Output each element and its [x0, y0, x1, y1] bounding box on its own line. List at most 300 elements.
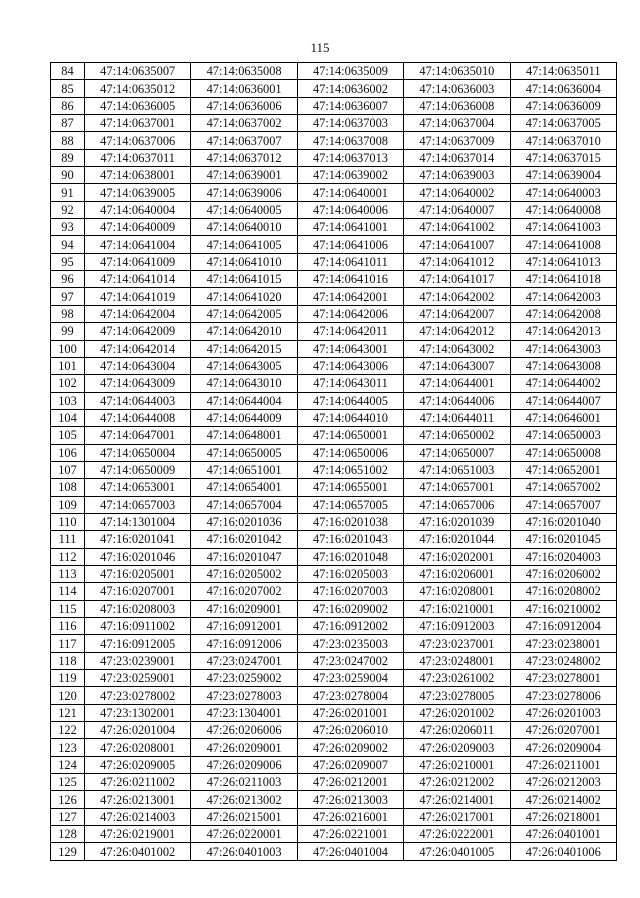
- cadastral-code-cell: 47:14:0641012: [404, 253, 510, 270]
- row-number: 121: [51, 704, 85, 721]
- cadastral-code-cell: 47:16:0208003: [85, 600, 191, 617]
- row-number: 85: [51, 80, 85, 97]
- cadastral-code-cell: 47:14:0643006: [297, 357, 403, 374]
- cadastral-code-cell: 47:26:0221001: [297, 826, 403, 843]
- table-row: [51, 756, 617, 773]
- cadastral-code-cell: 47:14:0657001: [404, 479, 510, 496]
- table-row: [51, 635, 617, 652]
- cadastral-code-cell: 47:16:0201036: [191, 513, 297, 530]
- cadastral-code-cell: 47:23:0259001: [85, 670, 191, 687]
- cadastral-code-cell: 47:16:0201038: [297, 513, 403, 530]
- table-row: [51, 167, 617, 184]
- cadastral-code-cell: 47:14:0641010: [191, 253, 297, 270]
- cadastral-code-cell: 47:14:0639003: [404, 167, 510, 184]
- row-number: 105: [51, 427, 85, 444]
- row-number: 128: [51, 826, 85, 843]
- table-row: [51, 565, 617, 582]
- cadastral-code-cell: 47:14:0636008: [404, 97, 510, 114]
- cadastral-code-cell: 47:14:0641013: [510, 253, 616, 270]
- cadastral-code-cell: 47:16:0204003: [510, 548, 616, 565]
- cadastral-code-cell: 47:16:0201044: [404, 531, 510, 548]
- cadastral-code-cell: 47:14:0640003: [510, 184, 616, 201]
- cadastral-code-cell: 47:14:0643001: [297, 340, 403, 357]
- cadastral-code-cell: 47:14:0657004: [191, 496, 297, 513]
- cadastral-code-cell: 47:26:0208001: [85, 739, 191, 756]
- cadastral-code-cell: 47:23:0248001: [404, 652, 510, 669]
- cadastral-code-cell: 47:14:0642011: [297, 323, 403, 340]
- row-number: 118: [51, 652, 85, 669]
- cadastral-code-cell: 47:14:0642005: [191, 305, 297, 322]
- cadastral-code-cell: 47:26:0210001: [404, 756, 510, 773]
- cadastral-code-cell: 47:16:0210001: [404, 600, 510, 617]
- cadastral-code-cell: 47:26:0211002: [85, 774, 191, 791]
- table-body: [51, 63, 617, 861]
- table-row: [51, 427, 617, 444]
- cadastral-code-cell: 47:14:0643007: [404, 357, 510, 374]
- cadastral-code-cell: 47:14:0657006: [404, 496, 510, 513]
- cadastral-code-cell: 47:14:0641006: [297, 236, 403, 253]
- cadastral-code-cell: 47:16:0912002: [297, 618, 403, 635]
- cadastral-code-cell: 47:16:0206002: [510, 565, 616, 582]
- cadastral-code-cell: 47:14:0636001: [191, 80, 297, 97]
- cadastral-code-cell: 47:14:0644005: [297, 392, 403, 409]
- cadastral-code-cell: 47:26:0401003: [191, 843, 297, 860]
- row-number: 129: [51, 843, 85, 860]
- cadastral-code-cell: 47:23:0239001: [85, 652, 191, 669]
- cadastral-code-cell: 47:14:0637001: [85, 115, 191, 132]
- cadastral-code-cell: 47:14:0640008: [510, 201, 616, 218]
- cadastral-code-cell: 47:26:0214001: [404, 791, 510, 808]
- cadastral-code-cell: 47:14:0642002: [404, 288, 510, 305]
- cadastral-code-cell: 47:26:0213002: [191, 791, 297, 808]
- cadastral-code-cell: 47:14:0641015: [191, 271, 297, 288]
- cadastral-code-cell: 47:14:0643011: [297, 375, 403, 392]
- cadastral-code-cell: 47:14:0636003: [404, 80, 510, 97]
- cadastral-code-cell: 47:14:0635012: [85, 80, 191, 97]
- cadastral-code-cell: 47:14:0635007: [85, 63, 191, 80]
- cadastral-code-cell: 47:14:0642010: [191, 323, 297, 340]
- cadastral-code-cell: 47:23:0278001: [510, 670, 616, 687]
- cadastral-code-cell: 47:14:0639004: [510, 167, 616, 184]
- cadastral-code-cell: 47:26:0209005: [85, 756, 191, 773]
- cadastral-code-cell: 47:23:0235003: [297, 635, 403, 652]
- cadastral-code-cell: 47:14:0642006: [297, 305, 403, 322]
- cadastral-code-cell: 47:16:0209001: [191, 600, 297, 617]
- cadastral-code-cell: 47:23:0278003: [191, 687, 297, 704]
- table-row: [51, 461, 617, 478]
- cadastral-code-cell: 47:14:0637010: [510, 132, 616, 149]
- row-number: 93: [51, 219, 85, 236]
- cadastral-code-cell: 47:14:0650005: [191, 444, 297, 461]
- cadastral-code-cell: 47:14:0642004: [85, 305, 191, 322]
- cadastral-code-cell: 47:14:0639002: [297, 167, 403, 184]
- cadastral-code-cell: 47:26:0209004: [510, 739, 616, 756]
- table-row: [51, 618, 617, 635]
- table-row: [51, 843, 617, 860]
- cadastral-code-cell: 47:26:0212001: [297, 774, 403, 791]
- cadastral-code-cell: 47:26:0209007: [297, 756, 403, 773]
- cadastral-code-cell: 47:26:0214003: [85, 808, 191, 825]
- cadastral-code-cell: 47:16:0209002: [297, 600, 403, 617]
- table-row: [51, 600, 617, 617]
- cadastral-code-cell: 47:14:0641019: [85, 288, 191, 305]
- cadastral-code-cell: 47:14:0646001: [510, 409, 616, 426]
- cadastral-code-cell: 47:14:0641009: [85, 253, 191, 270]
- cadastral-code-cell: 47:14:0635010: [404, 63, 510, 80]
- cadastral-code-cell: 47:14:0644009: [191, 409, 297, 426]
- row-number: 110: [51, 513, 85, 530]
- cadastral-code-cell: 47:23:0248002: [510, 652, 616, 669]
- table-row: [51, 97, 617, 114]
- cadastral-code-cell: 47:16:0201048: [297, 548, 403, 565]
- cadastral-code-cell: 47:16:0207001: [85, 583, 191, 600]
- cadastral-code-cell: 47:16:0205001: [85, 565, 191, 582]
- cadastral-code-cell: 47:14:0644010: [297, 409, 403, 426]
- row-number: 124: [51, 756, 85, 773]
- cadastral-code-cell: 47:26:0401002: [85, 843, 191, 860]
- cadastral-code-cell: 47:14:0644002: [510, 375, 616, 392]
- cadastral-code-cell: 47:14:0654001: [191, 479, 297, 496]
- cadastral-code-cell: 47:14:0637014: [404, 149, 510, 166]
- cadastral-code-cell: 47:14:0644003: [85, 392, 191, 409]
- cadastral-code-cell: 47:16:0205003: [297, 565, 403, 582]
- cadastral-code-cell: 47:26:0206010: [297, 722, 403, 739]
- table-row: [51, 149, 617, 166]
- cadastral-code-cell: 47:23:1302001: [85, 704, 191, 721]
- row-number: 114: [51, 583, 85, 600]
- cadastral-code-cell: 47:14:0650003: [510, 427, 616, 444]
- cadastral-code-cell: 47:14:0637012: [191, 149, 297, 166]
- cadastral-code-cell: 47:26:0201001: [297, 704, 403, 721]
- cadastral-code-cell: 47:14:0650001: [297, 427, 403, 444]
- cadastral-code-cell: 47:14:0635009: [297, 63, 403, 80]
- cadastral-code-cell: 47:23:0259004: [297, 670, 403, 687]
- table-row: [51, 444, 617, 461]
- cadastral-code-cell: 47:14:0657002: [510, 479, 616, 496]
- cadastral-code-cell: 47:16:0201045: [510, 531, 616, 548]
- table-row: [51, 548, 617, 565]
- cadastral-code-cell: 47:14:0651002: [297, 461, 403, 478]
- cadastral-code-cell: 47:14:0641004: [85, 236, 191, 253]
- row-number: 126: [51, 791, 85, 808]
- cadastral-code-cell: 47:14:0637007: [191, 132, 297, 149]
- cadastral-code-cell: 47:16:0202001: [404, 548, 510, 565]
- cadastral-code-cell: 47:14:0641020: [191, 288, 297, 305]
- cadastral-code-cell: 47:14:0642014: [85, 340, 191, 357]
- cadastral-code-cell: 47:14:0640001: [297, 184, 403, 201]
- cadastral-code-cell: 47:16:0912006: [191, 635, 297, 652]
- cadastral-code-cell: 47:14:0651003: [404, 461, 510, 478]
- cadastral-code-cell: 47:23:0278006: [510, 687, 616, 704]
- row-number: 94: [51, 236, 85, 253]
- row-number: 125: [51, 774, 85, 791]
- cadastral-code-cell: 47:23:0278005: [404, 687, 510, 704]
- cadastral-code-cell: 47:14:0643009: [85, 375, 191, 392]
- cadastral-code-cell: 47:14:0657003: [85, 496, 191, 513]
- cadastral-code-cell: 47:14:0639006: [191, 184, 297, 201]
- row-number: 119: [51, 670, 85, 687]
- row-number: 103: [51, 392, 85, 409]
- cadastral-code-cell: 47:14:0637003: [297, 115, 403, 132]
- row-number: 91: [51, 184, 85, 201]
- cadastral-code-cell: 47:14:0644001: [404, 375, 510, 392]
- row-number: 111: [51, 531, 85, 548]
- cadastral-code-cell: 47:14:0641018: [510, 271, 616, 288]
- cadastral-code-cell: 47:14:0641016: [297, 271, 403, 288]
- cadastral-code-cell: 47:26:0206006: [191, 722, 297, 739]
- row-number: 104: [51, 409, 85, 426]
- row-number: 117: [51, 635, 85, 652]
- cadastral-code-cell: 47:14:0650006: [297, 444, 403, 461]
- cadastral-code-cell: 47:26:0207001: [510, 722, 616, 739]
- table-row: [51, 115, 617, 132]
- cadastral-code-cell: 47:26:0211003: [191, 774, 297, 791]
- row-number: 106: [51, 444, 85, 461]
- cadastral-code-cell: 47:14:0640006: [297, 201, 403, 218]
- row-number: 102: [51, 375, 85, 392]
- table-row: [51, 704, 617, 721]
- cadastral-code-cell: 47:26:0222001: [404, 826, 510, 843]
- cadastral-code-cell: 47:16:0208001: [404, 583, 510, 600]
- cadastral-code-cell: 47:26:0209002: [297, 739, 403, 756]
- cadastral-code-cell: 47:14:0640002: [404, 184, 510, 201]
- cadastral-code-cell: 47:16:0912005: [85, 635, 191, 652]
- cadastral-code-cell: 47:14:0657007: [510, 496, 616, 513]
- cadastral-code-cell: 47:23:0237001: [404, 635, 510, 652]
- table-row: [51, 513, 617, 530]
- cadastral-code-cell: 47:14:0639005: [85, 184, 191, 201]
- cadastral-code-cell: 47:14:0657005: [297, 496, 403, 513]
- cadastral-code-cell: 47:14:0651001: [191, 461, 297, 478]
- row-number: 108: [51, 479, 85, 496]
- cadastral-code-cell: 47:16:0911002: [85, 618, 191, 635]
- cadastral-code-cell: 47:14:0641017: [404, 271, 510, 288]
- cadastral-code-cell: 47:16:0201039: [404, 513, 510, 530]
- row-number: 112: [51, 548, 85, 565]
- row-number: 101: [51, 357, 85, 374]
- cadastral-code-cell: 47:14:0653001: [85, 479, 191, 496]
- cadastral-code-cell: 47:14:0640010: [191, 219, 297, 236]
- cadastral-code-cell: 47:14:0641003: [510, 219, 616, 236]
- table-row: [51, 583, 617, 600]
- cadastral-code-cell: 47:14:0641005: [191, 236, 297, 253]
- cadastral-code-cell: 47:14:0636009: [510, 97, 616, 114]
- row-number: 86: [51, 97, 85, 114]
- cadastral-code-cell: 47:14:0637008: [297, 132, 403, 149]
- cadastral-code-cell: 47:14:0644004: [191, 392, 297, 409]
- cadastral-code-cell: 47:26:0209006: [191, 756, 297, 773]
- cadastral-code-cell: 47:14:0641007: [404, 236, 510, 253]
- table-row: [51, 305, 617, 322]
- cadastral-code-cell: 47:14:0642007: [404, 305, 510, 322]
- cadastral-code-cell: 47:14:0650009: [85, 461, 191, 478]
- cadastral-code-cell: 47:14:0641001: [297, 219, 403, 236]
- cadastral-code-cell: 47:14:0641002: [404, 219, 510, 236]
- cadastral-code-cell: 47:26:0201003: [510, 704, 616, 721]
- cadastral-code-cell: 47:14:0642003: [510, 288, 616, 305]
- cadastral-code-cell: 47:16:0210002: [510, 600, 616, 617]
- table-row: [51, 808, 617, 825]
- table-row: [51, 409, 617, 426]
- cadastral-code-cell: 47:14:0643004: [85, 357, 191, 374]
- cadastral-code-cell: 47:14:0642008: [510, 305, 616, 322]
- cadastral-code-cell: 47:14:0655001: [297, 479, 403, 496]
- cadastral-code-cell: 47:14:0642013: [510, 323, 616, 340]
- cadastral-code-cell: 47:14:0637005: [510, 115, 616, 132]
- cadastral-code-cell: 47:14:0641008: [510, 236, 616, 253]
- table-row: [51, 236, 617, 253]
- cadastral-code-cell: 47:14:0641011: [297, 253, 403, 270]
- table-row: [51, 340, 617, 357]
- table-row: [51, 132, 617, 149]
- cadastral-code-cell: 47:14:0637015: [510, 149, 616, 166]
- cadastral-code-cell: 47:23:0261002: [404, 670, 510, 687]
- cadastral-code-cell: 47:14:0637004: [404, 115, 510, 132]
- cadastral-code-cell: 47:14:0650008: [510, 444, 616, 461]
- cadastral-code-cell: 47:14:0648001: [191, 427, 297, 444]
- cadastral-code-cell: 47:26:0209003: [404, 739, 510, 756]
- table-row: [51, 722, 617, 739]
- table-row: [51, 496, 617, 513]
- cadastral-code-cell: 47:14:0635008: [191, 63, 297, 80]
- row-number: 115: [51, 600, 85, 617]
- cadastral-code-cell: 47:14:0652001: [510, 461, 616, 478]
- cadastral-code-cell: 47:14:0644006: [404, 392, 510, 409]
- row-number: 123: [51, 739, 85, 756]
- cadastral-code-cell: 47:14:0642012: [404, 323, 510, 340]
- row-number: 89: [51, 149, 85, 166]
- cadastral-code-cell: 47:23:0247001: [191, 652, 297, 669]
- row-number: 100: [51, 340, 85, 357]
- table-row: [51, 826, 617, 843]
- cadastral-code-cell: 47:16:0201047: [191, 548, 297, 565]
- cadastral-code-cell: 47:26:0215001: [191, 808, 297, 825]
- table-row: [51, 63, 617, 80]
- table-row: [51, 271, 617, 288]
- cadastral-code-cell: 47:26:0211001: [510, 756, 616, 773]
- cadastral-code-cell: 47:14:0636002: [297, 80, 403, 97]
- cadastral-code-cell: 47:14:0642009: [85, 323, 191, 340]
- row-number: 92: [51, 201, 85, 218]
- cadastral-code-cell: 47:16:0201046: [85, 548, 191, 565]
- cadastral-code-cell: 47:14:0637006: [85, 132, 191, 149]
- table-row: [51, 392, 617, 409]
- cadastral-code-cell: 47:26:0401005: [404, 843, 510, 860]
- cadastral-code-cell: 47:14:0643002: [404, 340, 510, 357]
- table-row: [51, 774, 617, 791]
- row-number: 116: [51, 618, 85, 635]
- table-row: [51, 219, 617, 236]
- row-number: 99: [51, 323, 85, 340]
- table-row: [51, 80, 617, 97]
- cadastral-code-cell: 47:26:0213001: [85, 791, 191, 808]
- cadastral-code-cell: 47:14:1301004: [85, 513, 191, 530]
- table-row: [51, 201, 617, 218]
- cadastral-code-cell: 47:26:0206011: [404, 722, 510, 739]
- cadastral-code-cell: 47:26:0212003: [510, 774, 616, 791]
- cadastral-code-cell: 47:23:0259002: [191, 670, 297, 687]
- cadastral-code-cell: 47:26:0209001: [191, 739, 297, 756]
- cadastral-code-cell: 47:26:0219001: [85, 826, 191, 843]
- cadastral-code-cell: 47:16:0912003: [404, 618, 510, 635]
- cadastral-code-cell: 47:23:1304001: [191, 704, 297, 721]
- cadastral-code-cell: 47:26:0401001: [510, 826, 616, 843]
- cadastral-code-cell: 47:14:0643003: [510, 340, 616, 357]
- table-row: [51, 479, 617, 496]
- cadastral-code-cell: 47:14:0640009: [85, 219, 191, 236]
- cadastral-code-cell: 47:14:0635011: [510, 63, 616, 80]
- table-row: [51, 670, 617, 687]
- table-row: [51, 791, 617, 808]
- cadastral-code-cell: 47:14:0647001: [85, 427, 191, 444]
- cadastral-code-cell: 47:26:0216001: [297, 808, 403, 825]
- row-number: 90: [51, 167, 85, 184]
- cadastral-code-cell: 47:16:0205002: [191, 565, 297, 582]
- row-number: 88: [51, 132, 85, 149]
- cadastral-code-cell: 47:14:0637002: [191, 115, 297, 132]
- cadastral-code-cell: 47:14:0636004: [510, 80, 616, 97]
- cadastral-code-cell: 47:26:0212002: [404, 774, 510, 791]
- cadastral-code-cell: 47:14:0636005: [85, 97, 191, 114]
- row-number: 87: [51, 115, 85, 132]
- cadastral-code-cell: 47:26:0401004: [297, 843, 403, 860]
- cadastral-code-cell: 47:14:0643008: [510, 357, 616, 374]
- table-row: [51, 687, 617, 704]
- cadastral-code-cell: 47:14:0640005: [191, 201, 297, 218]
- page-number: 115: [310, 40, 330, 55]
- cadastral-numbers-table: [50, 62, 617, 861]
- table-row: [51, 323, 617, 340]
- row-number: 120: [51, 687, 85, 704]
- cadastral-code-cell: 47:23:0238001: [510, 635, 616, 652]
- cadastral-code-cell: 47:16:0201043: [297, 531, 403, 548]
- cadastral-code-cell: 47:26:0217001: [404, 808, 510, 825]
- cadastral-code-cell: 47:14:0650007: [404, 444, 510, 461]
- cadastral-code-cell: 47:14:0636007: [297, 97, 403, 114]
- cadastral-code-cell: 47:16:0206001: [404, 565, 510, 582]
- table-row: [51, 652, 617, 669]
- cadastral-code-cell: 47:16:0201042: [191, 531, 297, 548]
- cadastral-code-cell: 47:14:0637013: [297, 149, 403, 166]
- row-number: 84: [51, 63, 85, 80]
- cadastral-code-cell: 47:14:0637009: [404, 132, 510, 149]
- cadastral-code-cell: 47:14:0640004: [85, 201, 191, 218]
- cadastral-code-cell: 47:14:0642001: [297, 288, 403, 305]
- cadastral-code-cell: 47:16:0912004: [510, 618, 616, 635]
- cadastral-code-cell: 47:14:0644008: [85, 409, 191, 426]
- row-number: 98: [51, 305, 85, 322]
- cadastral-code-cell: 47:26:0220001: [191, 826, 297, 843]
- cadastral-code-cell: 47:14:0641014: [85, 271, 191, 288]
- row-number: 122: [51, 722, 85, 739]
- table-row: [51, 253, 617, 270]
- table-row: [51, 357, 617, 374]
- table-row: [51, 288, 617, 305]
- cadastral-code-cell: 47:26:0213003: [297, 791, 403, 808]
- row-number: 113: [51, 565, 85, 582]
- cadastral-code-cell: 47:26:0201002: [404, 704, 510, 721]
- row-number: 96: [51, 271, 85, 288]
- cadastral-code-cell: 47:16:0207002: [191, 583, 297, 600]
- cadastral-code-cell: 47:23:0278002: [85, 687, 191, 704]
- table-row: [51, 531, 617, 548]
- cadastral-code-cell: 47:26:0218001: [510, 808, 616, 825]
- cadastral-code-cell: 47:16:0912001: [191, 618, 297, 635]
- row-number: 97: [51, 288, 85, 305]
- row-number: 107: [51, 461, 85, 478]
- cadastral-code-cell: 47:14:0637011: [85, 149, 191, 166]
- cadastral-code-cell: 47:14:0640007: [404, 201, 510, 218]
